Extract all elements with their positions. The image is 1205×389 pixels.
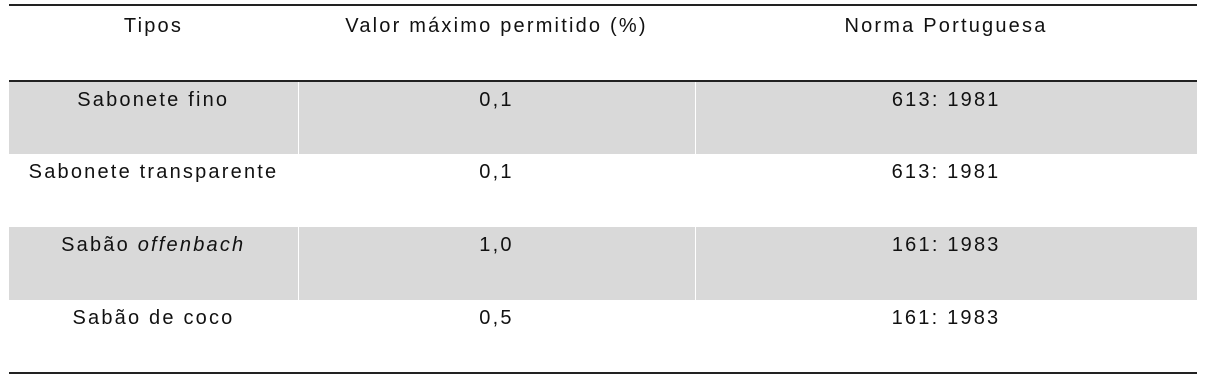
cell-tipo-text: Sabão de coco bbox=[72, 307, 235, 329]
cell-valor: 0,5 bbox=[479, 307, 514, 329]
cell-valor: 1,0 bbox=[298, 227, 695, 300]
cell-tipo bbox=[9, 154, 298, 227]
header-valor-maximo: Valor máximo permitido (%) bbox=[345, 15, 648, 37]
table-header bbox=[9, 5, 1197, 81]
cell-norma: 613: 1981 bbox=[891, 161, 1001, 183]
header-row bbox=[9, 5, 1197, 81]
cell-norma: 161: 1983 bbox=[891, 307, 1001, 329]
cell-valor: 0,1 bbox=[298, 81, 695, 154]
table-row bbox=[9, 154, 1197, 227]
table-row bbox=[9, 81, 1197, 154]
header-norma-portuguesa: Norma Portuguesa bbox=[844, 15, 1048, 37]
cell-tipo-text: Sabão bbox=[61, 234, 138, 256]
soap-standards-table bbox=[9, 4, 1197, 374]
cell-tipo-italic: offenbach bbox=[137, 234, 246, 256]
cell-norma: 613: 1981 bbox=[695, 81, 1197, 154]
table-row bbox=[9, 300, 1197, 373]
cell-tipo-text: Sabonete transparente bbox=[28, 161, 279, 183]
cell-valor: 0,1 bbox=[479, 161, 514, 183]
cell-tipo bbox=[9, 227, 298, 300]
cell-tipo bbox=[9, 81, 298, 154]
table-row bbox=[9, 227, 1197, 300]
cell-norma: 161: 1983 bbox=[695, 227, 1197, 300]
cell-tipo bbox=[9, 300, 298, 373]
cell-tipo-text: Sabonete fino bbox=[77, 89, 230, 111]
header-tipos: Tipos bbox=[123, 15, 184, 37]
table-body bbox=[9, 81, 1197, 373]
